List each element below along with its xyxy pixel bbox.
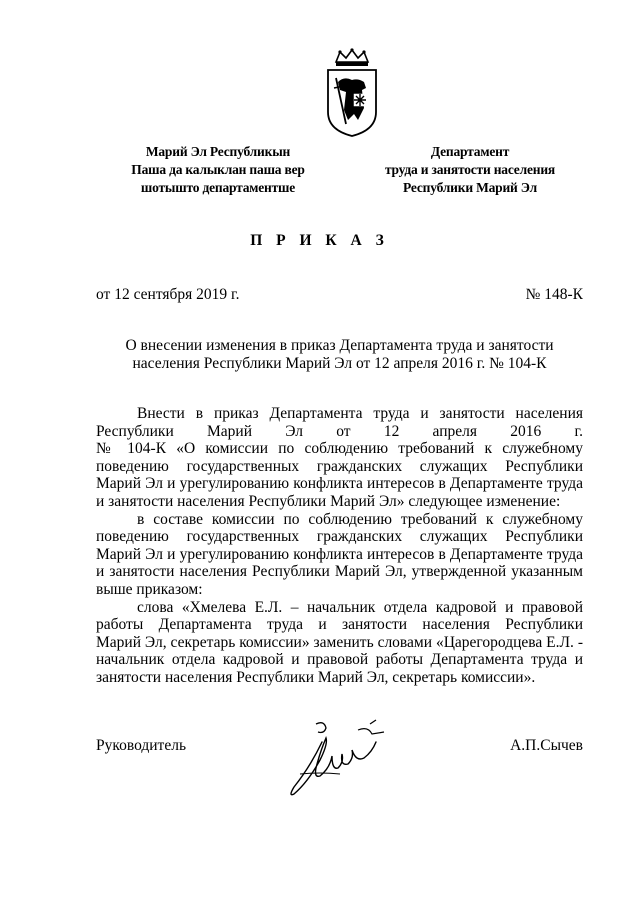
header-right-line: труда и занятости населения <box>384 162 556 177</box>
document-body <box>96 405 583 687</box>
header-right <box>370 143 570 197</box>
body-line: поведению государственных гражданских служащих Республики <box>96 457 583 475</box>
document-number: № 148-К <box>525 286 583 303</box>
subject-line: О внесении изменения в приказ Департамента труда и занятости <box>125 337 554 354</box>
header-left-line: Паша да калыклан паша вер <box>131 162 305 177</box>
body-line: Марий Эл, секретарь комиссии» заменить словами «Царегородцева Е.Л. - <box>96 633 583 651</box>
body-line: Республики Марий Эл от 12 апреля 2016 г. <box>96 422 583 440</box>
document-date: от 12 сентября 2019 г. <box>96 286 240 303</box>
body-line: Марий Эл и урегулированию конфликта интересов в Департаменте труда <box>96 545 583 563</box>
body-line: занятости населения Республики Марий Эл, секретарь комиссии». <box>96 668 536 686</box>
body-line: работы Департамента труда и занятости населения Республики <box>96 616 583 634</box>
handwritten-signature <box>280 712 390 807</box>
header-left-line: шотышто департаментше <box>140 180 296 195</box>
header-left <box>118 143 318 197</box>
header-left-line: Марий Эл Республикын <box>145 144 291 159</box>
body-line: в составе комиссии по соблюдению требований к служебному <box>137 510 583 528</box>
body-line: слова «Хмелева Е.Л. – начальник отдела кадровой и правовой <box>137 598 583 616</box>
body-line: Марий Эл и урегулированию конфликта интересов в Департаменте труда <box>96 475 583 493</box>
body-line: № 104-К «О комиссии по соблюдению требований к служебному <box>96 440 583 458</box>
subject-line: населения Республики Марий Эл от 12 апреля 2016 г. № 104-К <box>132 355 547 372</box>
body-line: поведению государственных гражданских служащих Республики <box>96 528 583 546</box>
body-line: Внести в приказ Департамента труда и занятости населения <box>137 405 583 422</box>
signatory-name: А.П.Сычев <box>510 737 583 754</box>
body-line: и занятости населения Республики Марий Эл, утвержденной указанным <box>96 563 583 581</box>
body-line: выше приказом: <box>96 580 203 598</box>
signatory-position: Руководитель <box>96 737 187 754</box>
body-line: начальник отдела кадровой и правовой работы Департамента труда и <box>96 651 583 669</box>
header-right-line: Департамент <box>430 144 510 159</box>
document-subject <box>96 337 583 373</box>
coat-of-arms-icon <box>324 48 380 138</box>
header-right-line: Республики Марий Эл <box>403 180 537 195</box>
body-line: и занятости населения Республики Марий Эл» следующее изменение: <box>96 492 561 510</box>
document-title: П Р И К А З <box>250 232 389 249</box>
